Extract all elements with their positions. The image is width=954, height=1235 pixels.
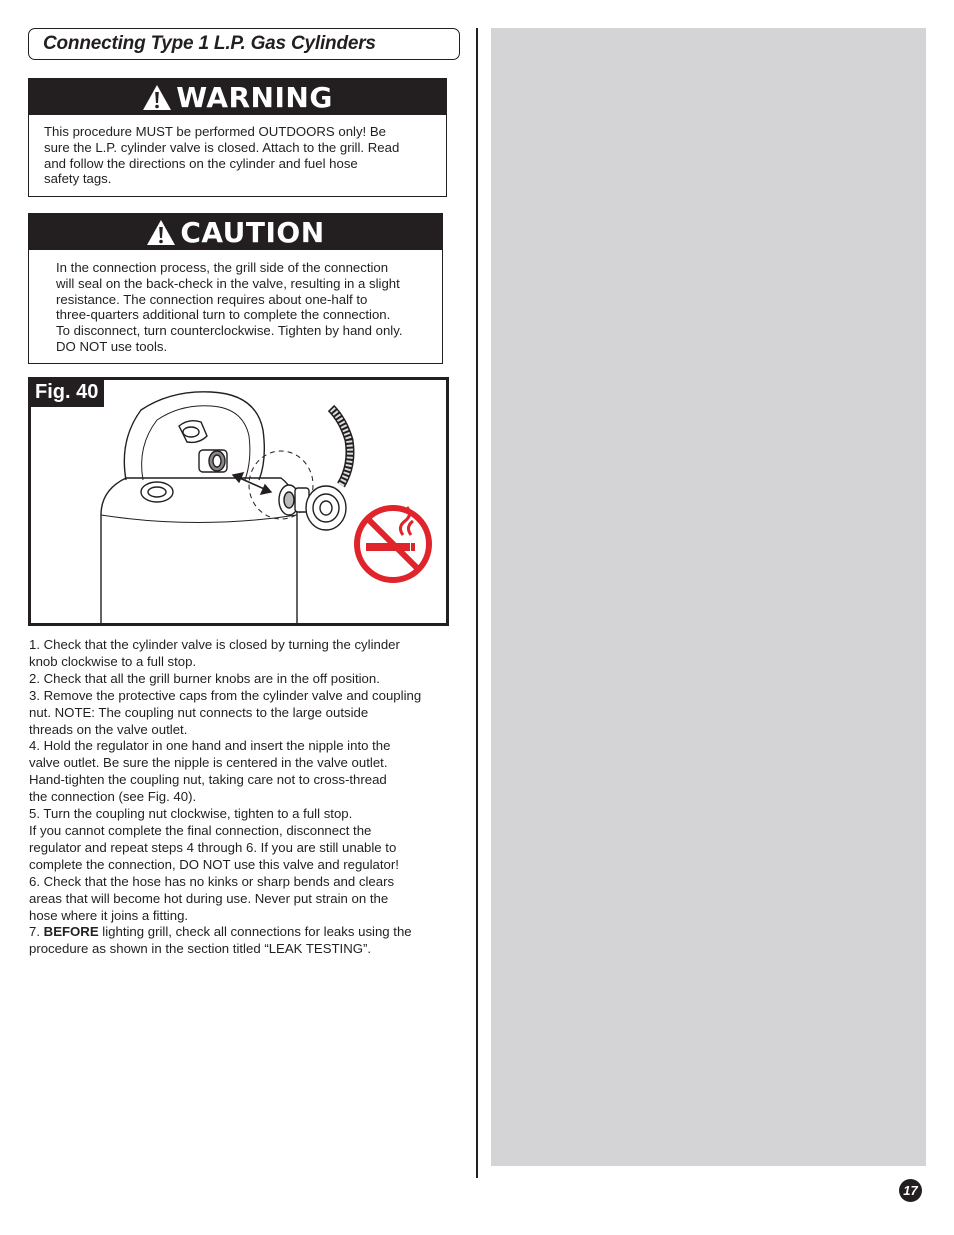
step-item xyxy=(29,688,454,739)
section-title-box xyxy=(28,28,460,60)
warning-text xyxy=(29,115,446,187)
warning-line: and follow the directions on the cylinder and fuel hose xyxy=(44,155,358,171)
step-item xyxy=(29,738,454,806)
warning-heading: WARNING xyxy=(176,80,333,114)
cylinder-body xyxy=(101,478,297,623)
page-number: 17 xyxy=(899,1179,922,1202)
caution-line: will seal on the back-check in the valve, resulting in a slight xyxy=(56,275,400,291)
instruction-steps xyxy=(29,637,454,958)
step-line xyxy=(29,924,454,941)
figure-label: Fig. 40 xyxy=(31,380,104,407)
step-line: 6. Check that the hose has no kinks or sharp bends and clears xyxy=(29,873,395,889)
regulator xyxy=(306,486,346,530)
step-line: the connection (see Fig. 40). xyxy=(29,789,197,805)
step-item xyxy=(29,806,454,874)
step-line: 3. Remove the protective caps from the cylinder valve and coupling xyxy=(29,687,422,703)
step-line: areas that will become hot during use. Never put strain on the xyxy=(29,890,389,906)
figure-40 xyxy=(28,377,449,626)
caution-line: In the connection process, the grill side of the connection xyxy=(56,260,389,275)
caution-line: resistance. The connection requires about one-half to xyxy=(56,291,368,307)
warning-box xyxy=(28,78,447,197)
step-line: 1. Check that the cylinder valve is closed by turning the cylinder xyxy=(29,637,400,652)
warning-triangle-icon xyxy=(142,84,172,111)
step-line: regulator and repeat steps 4 through 6. If you are still unable to xyxy=(29,839,397,855)
section-title: Connecting Type 1 L.P. Gas Cylinders xyxy=(43,33,376,54)
warning-line: sure the L.P. cylinder valve is closed. Attach to the grill. Read xyxy=(44,139,400,155)
column-divider xyxy=(476,28,478,1178)
caution-text xyxy=(29,250,442,355)
step-line: threads on the valve outlet. xyxy=(29,721,188,737)
step-prefix: 7. xyxy=(29,924,44,940)
step-item xyxy=(29,874,454,925)
step-emphasis: BEFORE xyxy=(43,924,99,940)
warning-line: This procedure MUST be performed OUTDOORS only! Be xyxy=(44,124,387,139)
step-line: knob clockwise to a full stop. xyxy=(29,653,197,669)
step-line: 5. Turn the coupling nut clockwise, tighten to a full stop. xyxy=(29,806,353,822)
step-line: procedure as shown in the section titled “LEAK TESTING”. xyxy=(29,941,372,957)
step-line: 4. Hold the regulator in one hand and insert the nipple into the xyxy=(29,738,391,754)
caution-line: To disconnect, turn counterclockwise. Tighten by hand only. xyxy=(56,323,403,339)
step-rest: lighting grill, check all connections for leaks using the xyxy=(98,924,412,940)
step-line: 2. Check that all the grill burner knobs are in the off position. xyxy=(29,670,380,686)
step-item xyxy=(29,637,454,671)
blank-gray-panel xyxy=(491,28,926,1166)
warning-header xyxy=(29,79,446,115)
no-smoking-icon xyxy=(357,507,429,580)
warning-line: safety tags. xyxy=(44,171,112,187)
step-line: Hand-tighten the coupling nut, taking care not to cross-thread xyxy=(29,772,387,788)
step-line: valve outlet. Be sure the nipple is centered in the valve outlet. xyxy=(29,755,388,771)
caution-box xyxy=(28,213,443,364)
step-line: complete the connection, DO NOT use this valve and regulator! xyxy=(29,856,399,872)
cylinder-connection-illustration xyxy=(31,380,446,623)
caution-header xyxy=(29,214,442,250)
caution-triangle-icon xyxy=(146,219,176,246)
step-item xyxy=(29,924,454,958)
step-line: If you cannot complete the final connection, disconnect the xyxy=(29,822,372,838)
caution-line: DO NOT use tools. xyxy=(56,338,168,354)
caution-heading: CAUTION xyxy=(180,215,325,249)
step-line: nut. NOTE: The coupling nut connects to the large outside xyxy=(29,704,369,720)
step-item xyxy=(29,671,454,688)
step-line: hose where it joins a fitting. xyxy=(29,907,189,923)
caution-line: three-quarters additional turn to complete the connection. xyxy=(56,307,391,323)
